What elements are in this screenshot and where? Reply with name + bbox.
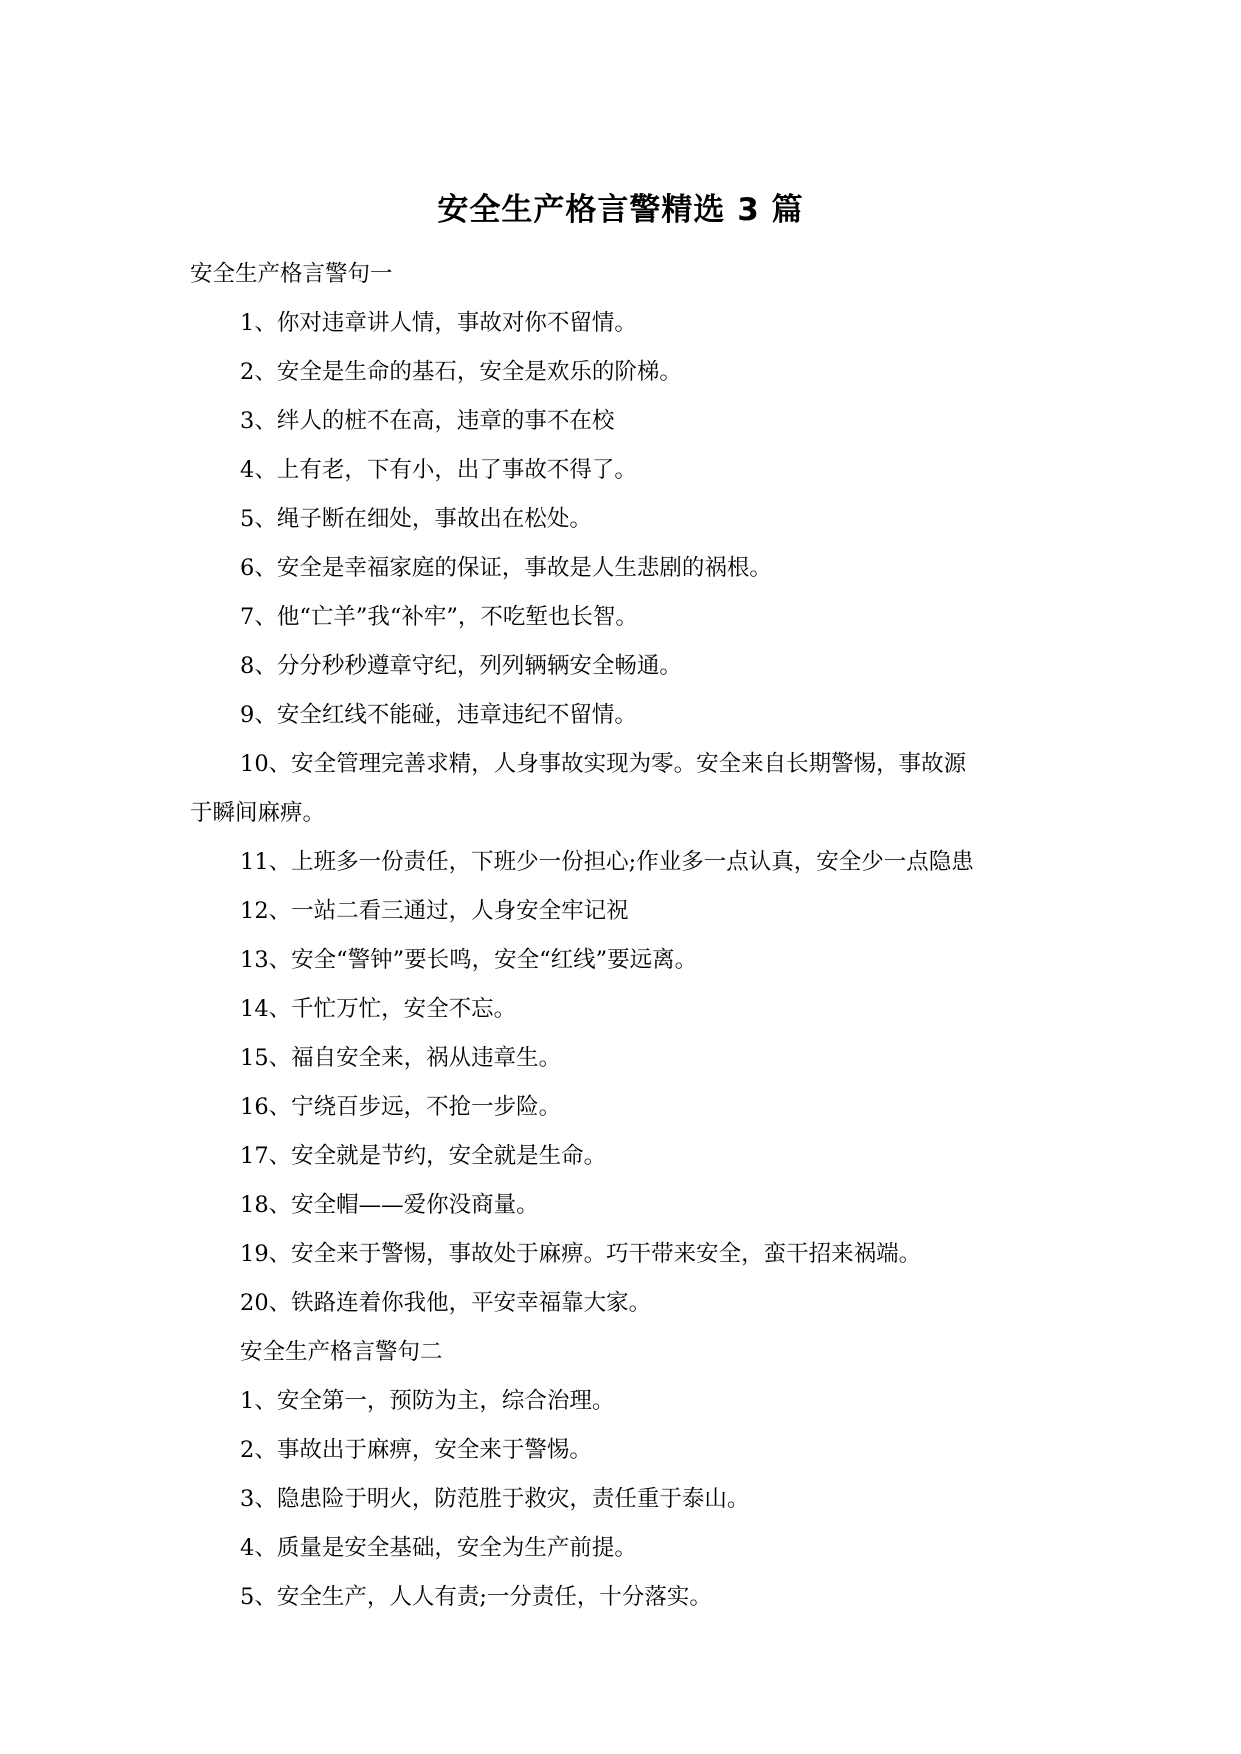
list-item: 5、绳子断在细处，事故出在松处。: [240, 506, 592, 532]
list-item: 13、安全“警钟”要长鸣，安全“红线”要远离。: [240, 947, 698, 973]
list-item: 2、事故出于麻痹，安全来于警惕。: [240, 1437, 592, 1463]
list-item-continuation: 于瞬间麻痹。: [190, 800, 326, 826]
list-item: 3、隐患险于明火，防范胜于救灾，责任重于泰山。: [240, 1486, 750, 1512]
list-item: 1、安全第一，预防为主，综合治理。: [240, 1388, 615, 1414]
list-item: 16、宁绕百步远，不抢一步险。: [240, 1094, 562, 1120]
list-item: 7、他“亡羊”我“补牢”，不吃堑也长智。: [240, 604, 638, 630]
list-item: 14、千忙万忙，安全不忘。: [240, 996, 517, 1022]
list-item: 9、安全红线不能碰，违章违纪不留情。: [240, 702, 637, 728]
document-title: 安全生产格言警精选 3 篇: [437, 192, 804, 228]
list-item: 2、安全是生命的基石，安全是欢乐的阶梯。: [240, 359, 682, 385]
list-item: 6、安全是幸福家庭的保证，事故是人生悲剧的祸根。: [240, 555, 772, 581]
list-item: 1、你对违章讲人情，事故对你不留情。: [240, 310, 637, 336]
list-item: 4、上有老，下有小，出了事故不得了。: [240, 457, 637, 483]
list-item: 8、分分秒秒遵章守纪，列列辆辆安全畅通。: [240, 653, 682, 679]
list-item: 4、质量是安全基础，安全为生产前提。: [240, 1535, 637, 1561]
list-item: 11、上班多一份责任，下班少一份担心;作业多一点认真，安全少一点隐患: [240, 849, 974, 875]
section-heading-1: 安全生产格言警句一: [190, 261, 393, 287]
list-item: 10、安全管理完善求精，人身事故实现为零。安全来自长期警惕，事故源: [240, 751, 967, 777]
list-item: 3、绊人的桩不在高，违章的事不在校: [240, 408, 615, 434]
list-item: 5、安全生产，人人有责;一分责任，十分落实。: [240, 1584, 712, 1610]
list-item: 15、福自安全来，祸从违章生。: [240, 1045, 562, 1071]
list-item: 20、铁路连着你我他，平安幸福靠大家。: [240, 1290, 652, 1316]
list-item: 12、一站二看三通过，人身安全牢记祝: [240, 898, 629, 924]
document-body: [0, 250, 1241, 1622]
list-item: 19、安全来于警惕，事故处于麻痹。巧干带来安全，蛮干招来祸端。: [240, 1241, 922, 1267]
section-heading-2: 安全生产格言警句二: [240, 1339, 443, 1365]
list-item: 17、安全就是节约，安全就是生命。: [240, 1143, 607, 1169]
list-item: 18、安全帽——爱你没商量。: [240, 1192, 539, 1218]
